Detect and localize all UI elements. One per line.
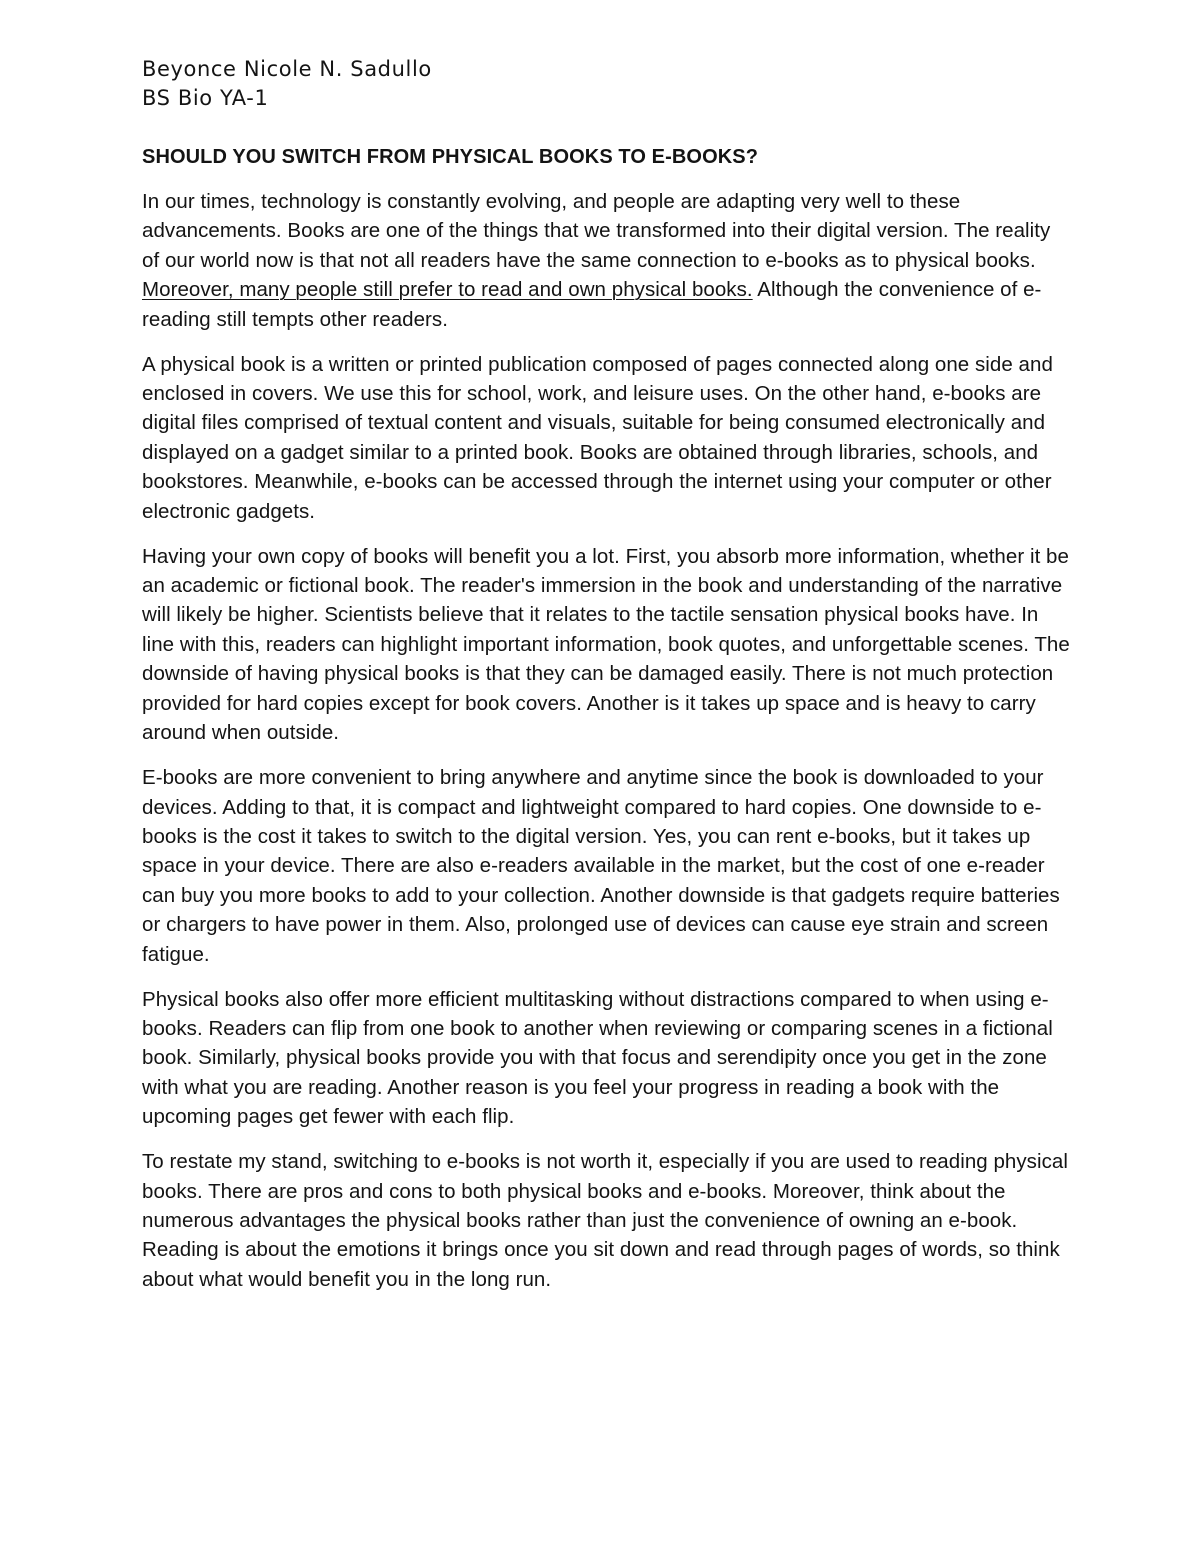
author-header bbox=[142, 55, 432, 113]
underlined-thesis: Moreover, many people still prefer to read and own physical books. bbox=[142, 278, 753, 302]
author-name: Beyonce Nicole N. Sadullo bbox=[142, 57, 432, 81]
paragraph-e-books: E-books are more convenient to bring anywhere and anytime since the book is downloaded to your devices. Adding to that, it is compact and lightweight compared to hard copies. One downside to e-books is the cost it takes to switch to the digital version. Yes, you can rent e-books, but it takes up space in your device. There are also e-readers available in the market, but the cost of one e-reader can buy you more books to add to your collection. Another downside is that gadgets require batteries or chargers to have power in them. Also, prolonged use of devices can cause eye strain and screen fatigue. bbox=[142, 766, 1060, 966]
author-section: BS Bio YA-1 bbox=[142, 86, 269, 110]
essay-body bbox=[142, 187, 1072, 1310]
essay-title: SHOULD YOU SWITCH FROM PHYSICAL BOOKS TO E-BOOKS? bbox=[142, 146, 759, 168]
paragraph-intro-ending: Although the convenience of e-reading still tempts other readers. bbox=[142, 278, 1042, 331]
paragraph-intro-text: In our times, technology is constantly evolving, and people are adapting very well to these advancements. Books are one of the things that we transformed into their digital version. The reality of our world now is that not all readers have the same connection to e-books as to physical books. bbox=[142, 190, 1051, 272]
paragraph-multitasking: Physical books also offer more efficient multitasking without distractions compared to when using e-books. Readers can flip from one book to another when reviewing or comparing scenes in a fictional book. Similarly, physical books provide you with that focus and serendipity once you get in the zone with what you are reading. Another reason is you feel your progress in reading a book with the upcoming pages get fewer with each flip. bbox=[142, 987, 1053, 1129]
paragraph-conclusion: To restate my stand, switching to e-books is not worth it, especially if you are used to reading physical books. There are pros and cons to both physical books and e-books. Moreover, think about the numerous advantages the physical books rather than just the convenience of owning an e-book. Reading is about the emotions it brings once you sit down and read through pages of words, so think about what would benefit you in the long run. bbox=[142, 1150, 1068, 1291]
paragraph-intro bbox=[142, 187, 1072, 334]
paragraph-definitions: A physical book is a written or printed publication composed of pages connected along one side and enclosed in covers. We use this for school, work, and leisure uses. On the other hand, e-books are digital files comprised of textual content and visuals, suitable for being consumed electronically and displayed on a gadget similar to a printed book. Books are obtained through libraries, schools, and bookstores. Meanwhile, e-books can be accessed through the internet using your computer or other electronic gadgets. bbox=[142, 352, 1053, 523]
paragraph-physical-books: Having your own copy of books will benefit you a lot. First, you absorb more information, whether it be an academic or fictional book. The reader's immersion in the book and understanding of the narrative will likely be higher. Scientists believe that it relates to the tactile sensation physical books have. In line with this, readers can highlight important information, book quotes, and unforgettable scenes. The downside of having physical books is that they can be damaged easily. There is not much protection provided for hard copies except for book covers. Another is it takes up space and is heavy to carry around when outside. bbox=[142, 544, 1070, 745]
